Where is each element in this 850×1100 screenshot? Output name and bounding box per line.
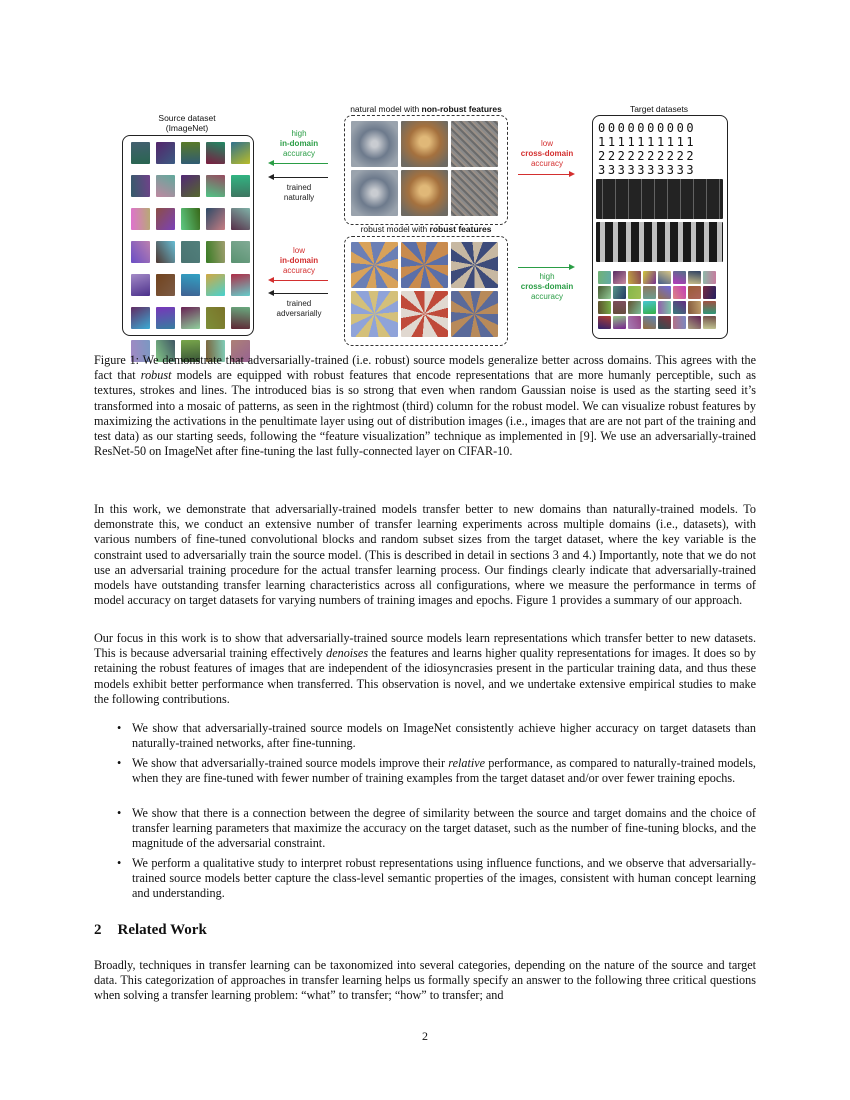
- label-line: high: [291, 129, 307, 138]
- source-thumbnail: [231, 241, 250, 263]
- paragraph-2: Our focus in this work is to show that adversarially-trained source models learn representations which transfer better to new datasets. This is because adversarial training effectively denoises the features and learns higher quality representations for images. It does so by retaining the robust features of images that are independent of the idiosyncrasies present in the particular training data, and thus these models exhibit better performance when transferred. This observation is novel, and we undertake extensive empirical studies to make the following contributions.: [94, 631, 757, 706]
- cifar-thumbnail: [643, 286, 656, 299]
- arrowhead-left-black-top: [268, 174, 274, 180]
- figure-caption: Figure 1: We demonstrate that adversarially-trained (i.e. robust) source models generalize better across domains. This agrees with the fact that robust models are equipped with robust features that encode representations that are more humanly perceptible, such as textures, strokes and lines. The introduced bias is so strong that even when random Gaussian noise is used as the starting seed it’s transformed into a mosaic of patterns, as seen in the rightmost (third) column for the robust model. We can visualize robust features by maximizing the activations in the penultimate layer using out of distribution images (i.e., images that are are not part of the training and test data) as our starting seeds, following the “feature visualization” technique as implemented in [9]. We use an adversarially-trained ResNet-50 on ImageNet after fine-tuning the last fully-connected layer on CIFAR-10.: [94, 353, 756, 459]
- label-line: trained: [286, 299, 312, 308]
- robust-feature-image: [351, 242, 398, 288]
- page-number: 2: [422, 1029, 428, 1043]
- robust-feature-grid: [351, 242, 498, 337]
- source-thumbnail: [156, 208, 175, 230]
- robust-feature-image: [401, 242, 448, 288]
- kmnist-sample-block: [596, 179, 723, 219]
- mnist-digits-row-3: 3333333333: [598, 163, 697, 177]
- label-line: low: [292, 246, 305, 255]
- bullet-dot: •: [117, 721, 122, 735]
- title-plain: robust model with: [360, 224, 430, 234]
- cifar-thumbnail: [673, 301, 686, 314]
- source-dataset-panel: [122, 135, 254, 336]
- source-thumbnail: [206, 175, 225, 197]
- source-thumbnail: [231, 175, 250, 197]
- cifar-thumbnail: [658, 271, 671, 284]
- arrow-right-red: [518, 174, 570, 175]
- robust-model-panel: [344, 236, 508, 346]
- label-line: accuracy: [282, 266, 315, 275]
- bullet-text: We show that there is a connection between the degree of similarity between the source and target domains and the choice of transfer learning parameters that maximize the accuracy on the target dataset, such as the number of fine-tuning blocks, and the magnitude of the adversarial constraint.: [132, 806, 756, 851]
- source-thumbnail: [206, 208, 225, 230]
- robust-feature-image: [401, 291, 448, 337]
- label-line: trained: [286, 183, 312, 192]
- source-thumbnail: [231, 307, 250, 329]
- source-thumbnail: [131, 274, 150, 296]
- section-heading: [94, 922, 207, 939]
- mnist-digits-row-0: 0000000000: [598, 121, 697, 135]
- cifar-thumbnail: [643, 301, 656, 314]
- label-line: accuracy: [282, 149, 315, 158]
- cifar-thumbnail: [688, 271, 701, 284]
- source-thumbnail: [131, 241, 150, 263]
- mnist-digits-row-2: 2222222222: [598, 149, 697, 163]
- list-item: [117, 806, 756, 852]
- natural-feature-image: [351, 170, 398, 216]
- cifar-thumbnail: [613, 301, 626, 314]
- cifar-thumbnail: [628, 301, 641, 314]
- cifar-thumbnail: [628, 286, 641, 299]
- source-thumbnail: [231, 142, 250, 164]
- natural-feature-image: [401, 170, 448, 216]
- arrow-left-red: [272, 280, 328, 281]
- title-plain: natural model with: [350, 104, 422, 114]
- cifar-thumbnail: [598, 286, 611, 299]
- label-line: low: [540, 139, 553, 148]
- source-thumbnail: [181, 241, 200, 263]
- paragraph-1: In this work, we demonstrate that adversarially-trained models transfer better to new domains than naturally-trained models. To demonstrate this, we conduct an extensive number of transfer learning experiments across multiple domains (i.e., datasets), with various numbers of fine-tuned convolutional blocks and random subset sizes from the target dataset, where the key variable is the constraint used to adversarially train the source model. (This is described in detail in sections 3 and 4.) Importantly, note that we do not use an adversarial training procedure for the actual transfer learning process. Our findings clearly indicate that adversarially-trained models have outstanding transfer learning characteristics across all configurations, where we measure the performance in terms of model accuracy on target datasets for varying numbers of training images and epochs. Figure 1 provides a summary of our approach.: [94, 502, 756, 608]
- natural-model-title: [344, 104, 508, 114]
- label-low-in-domain: [262, 246, 336, 276]
- robust-feature-image: [351, 291, 398, 337]
- cifar-thumbnail: [628, 316, 641, 329]
- cifar-thumbnail: [688, 286, 701, 299]
- source-thumbnail: [231, 274, 250, 296]
- section-2-paragraph: Broadly, techniques in transfer learning can be taxonomized into several categories, depending on the nature of the source and target data. This categorization of approaches in transfer learning helps us formally specify an answer to the following three critical questions when solving a transfer learning problem: “what” to transfer; “how” to transfer; and: [94, 958, 756, 1003]
- cifar-thumbnail: [703, 316, 716, 329]
- cifar-thumbnail: [658, 286, 671, 299]
- bullet-text: We perform a qualitative study to interpret robust representations using influence functions, and we observe that adversarially-trained source models better capture the class-level semantic properties of the images, consistent with human concept learning and understanding.: [132, 856, 756, 901]
- source-thumbnail: [181, 208, 200, 230]
- cifar-thumbnail: [643, 316, 656, 329]
- cifar-thumbnail: [613, 271, 626, 284]
- source-dataset-title: Source dataset (ImageNet): [158, 113, 216, 133]
- cifar-sample-grid: [598, 271, 716, 329]
- cifar-thumbnail: [643, 271, 656, 284]
- cifar-thumbnail: [703, 301, 716, 314]
- label-line: cross-domain: [520, 282, 574, 291]
- label-line: high: [539, 272, 555, 281]
- source-thumbnail: [206, 241, 225, 263]
- source-thumbnail: [156, 307, 175, 329]
- cifar-thumbnail: [688, 316, 701, 329]
- source-thumbnail: [206, 307, 225, 329]
- natural-feature-image: [401, 121, 448, 167]
- natural-feature-image: [451, 170, 498, 216]
- source-thumbnail: [156, 274, 175, 296]
- mnist-digits-row-1: 1111111111: [598, 135, 697, 149]
- title-bold: non-robust features: [421, 104, 502, 114]
- label-line: naturally: [283, 193, 315, 202]
- source-thumbnail: [131, 307, 150, 329]
- source-thumbnail: [156, 241, 175, 263]
- bullet-text: We show that adversarially-trained source models on ImageNet consistently achieve higher accuracy on target datasets than naturally-trained networks, after fine-tunning.: [132, 721, 756, 751]
- arrow-left-green: [272, 163, 328, 164]
- target-datasets-title: Target datasets: [629, 104, 689, 114]
- fashion-mnist-sample-block: [596, 222, 723, 262]
- natural-feature-image: [351, 121, 398, 167]
- robust-feature-image: [451, 242, 498, 288]
- label-line: adversarially: [276, 309, 322, 318]
- label-trained-naturally: [262, 183, 336, 203]
- cifar-thumbnail: [703, 286, 716, 299]
- natural-feature-grid: [351, 121, 498, 216]
- label-line: accuracy: [530, 159, 563, 168]
- source-image-grid: [131, 142, 250, 362]
- bullet-dot: •: [117, 756, 122, 770]
- arrow-left-black-top: [272, 177, 328, 178]
- source-thumbnail: [156, 142, 175, 164]
- label-line: in-domain: [279, 256, 319, 265]
- target-datasets-panel: [592, 115, 728, 339]
- natural-model-panel: [344, 115, 508, 225]
- source-thumbnail: [181, 274, 200, 296]
- natural-feature-image: [451, 121, 498, 167]
- label-high-cross-domain: [512, 272, 582, 302]
- list-item: [117, 721, 756, 751]
- bullet-dot: •: [117, 806, 122, 820]
- cifar-thumbnail: [673, 316, 686, 329]
- source-thumbnail: [181, 142, 200, 164]
- bullet-text: We show that adversarially-trained source models improve their relative performance, as compared to naturally-trained models, when they are fine-tuned with fewer number of training examples from the target dataset and/or over fewer training epochs.: [132, 756, 756, 786]
- source-thumbnail: [131, 208, 150, 230]
- arrow-left-black-bottom: [272, 293, 328, 294]
- arrowhead-left-green: [268, 160, 274, 166]
- cifar-thumbnail: [658, 316, 671, 329]
- arrowhead-right-green: [569, 264, 575, 270]
- robust-model-title: [344, 224, 508, 234]
- cifar-thumbnail: [598, 271, 611, 284]
- bullet-dot: •: [117, 856, 122, 870]
- label-line: accuracy: [530, 292, 563, 301]
- arrow-right-green: [518, 267, 570, 268]
- label-line: cross-domain: [520, 149, 574, 158]
- list-item: [117, 756, 756, 786]
- list-item: [117, 856, 756, 902]
- section-title: Related Work: [117, 922, 207, 938]
- cifar-thumbnail: [598, 301, 611, 314]
- source-thumbnail: [231, 208, 250, 230]
- arrowhead-left-red: [268, 277, 274, 283]
- title-bold: robust features: [429, 224, 492, 234]
- cifar-thumbnail: [688, 301, 701, 314]
- source-thumbnail: [181, 175, 200, 197]
- label-high-in-domain: [262, 129, 336, 159]
- robust-feature-image: [451, 291, 498, 337]
- cifar-thumbnail: [673, 271, 686, 284]
- cifar-thumbnail: [673, 286, 686, 299]
- source-thumbnail: [181, 307, 200, 329]
- label-line: in-domain: [279, 139, 319, 148]
- label-low-cross-domain: [512, 139, 582, 169]
- cifar-thumbnail: [598, 316, 611, 329]
- arrowhead-right-red: [569, 171, 575, 177]
- cifar-thumbnail: [613, 316, 626, 329]
- cifar-thumbnail: [658, 301, 671, 314]
- cifar-thumbnail: [628, 271, 641, 284]
- source-thumbnail: [206, 142, 225, 164]
- cifar-thumbnail: [613, 286, 626, 299]
- label-trained-adversarially: [262, 299, 336, 319]
- cifar-thumbnail: [703, 271, 716, 284]
- section-number: 2: [94, 922, 102, 938]
- source-thumbnail: [131, 175, 150, 197]
- source-thumbnail: [156, 175, 175, 197]
- arrowhead-left-black-bottom: [268, 290, 274, 296]
- source-thumbnail: [131, 142, 150, 164]
- source-thumbnail: [206, 274, 225, 296]
